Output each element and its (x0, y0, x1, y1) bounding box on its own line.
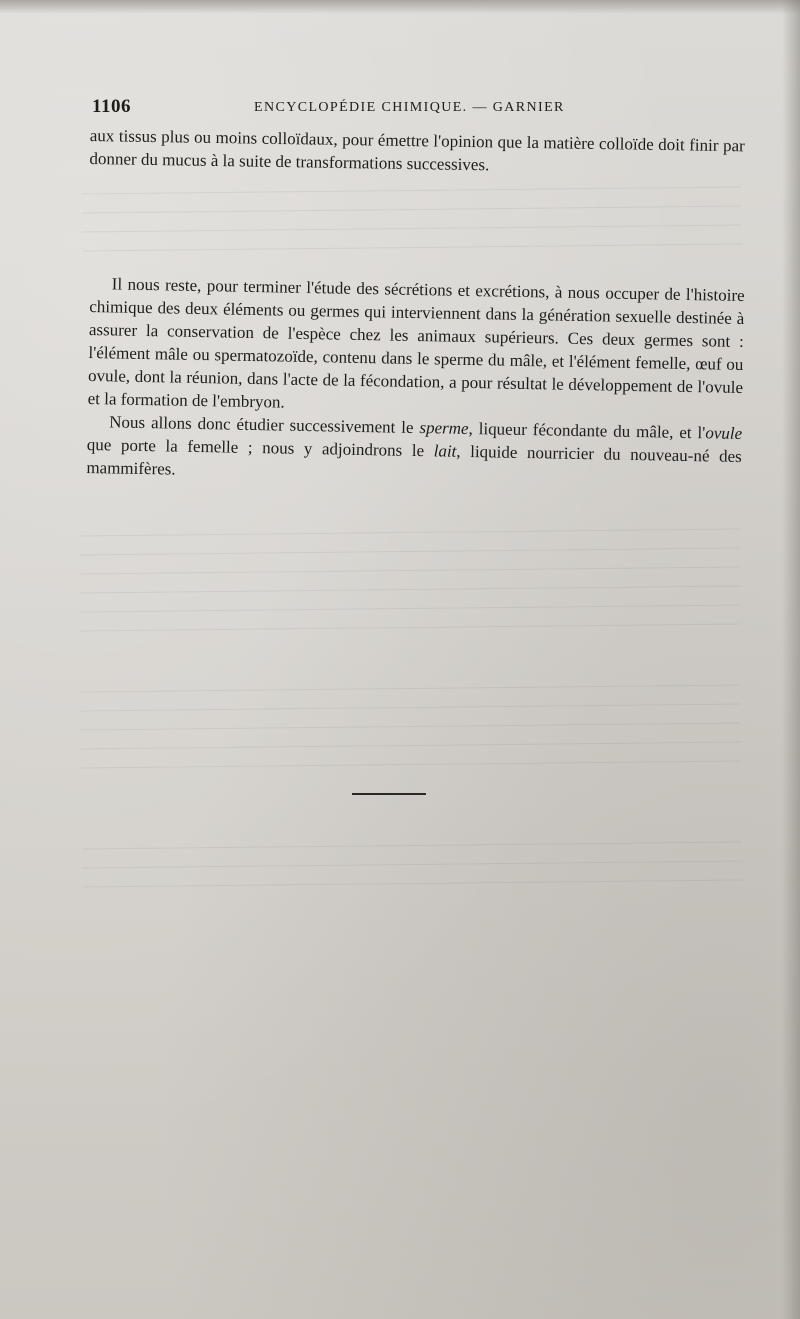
bleed-through-texture-lower (79, 517, 745, 1144)
term-sperme: sperme (419, 418, 469, 438)
study-plan-part-3: que porte la femelle ; nous y adjoindrons le (86, 434, 434, 461)
paragraph-reproduction-germs-text: Il nous reste, pour terminer l'étude des sécrétions et excrétions, à nous occuper de l'histoire chimique des deux éléments ou germes qui interviennent dans la génération sexuelle destinée à assurer la conservation de l'espèce chez les animaux supérieurs. Ces deux germes sont : l'élément mâle ou spermatozoïde, contenu dans le sperme du mâle, et l'élément femelle, œuf ou ovule, dont la réunion, dans l'acte de la fécondation, a pour résultat le développement de l'ovule et la formation de l'embryon. (87, 274, 745, 412)
paragraph-study-plan (86, 410, 742, 491)
opening-paragraph (89, 124, 745, 180)
main-text-block (86, 272, 745, 491)
running-title: ENCYCLOPÉDIE CHIMIQUE. — GARNIER (254, 100, 565, 115)
page-top-shadow (0, 0, 800, 14)
opening-text-block (89, 124, 745, 180)
study-plan-part-2: , liqueur fécondante du mâle, et l' (468, 418, 706, 443)
study-plan-part-4: , liquide nourricier du nouveau-né des mammifères. (86, 441, 742, 479)
running-header (92, 96, 612, 120)
page-right-shadow (782, 0, 800, 1319)
paragraph-study-plan-text (86, 410, 742, 491)
term-lait: lait (433, 441, 457, 461)
paragraph-reproduction-germs (87, 272, 744, 422)
study-plan-part-1: Nous allons donc étudier successivement le (109, 412, 420, 438)
section-end-rule (352, 793, 426, 795)
page-number: 1106 (92, 96, 131, 117)
opening-paragraph-text: aux tissus plus ou moins colloïdaux, pour émettre l'opinion que la matière colloïde doit finir par donner du mucus à la suite de transformations successives. (89, 125, 745, 175)
term-ovule: ovule (705, 423, 743, 443)
